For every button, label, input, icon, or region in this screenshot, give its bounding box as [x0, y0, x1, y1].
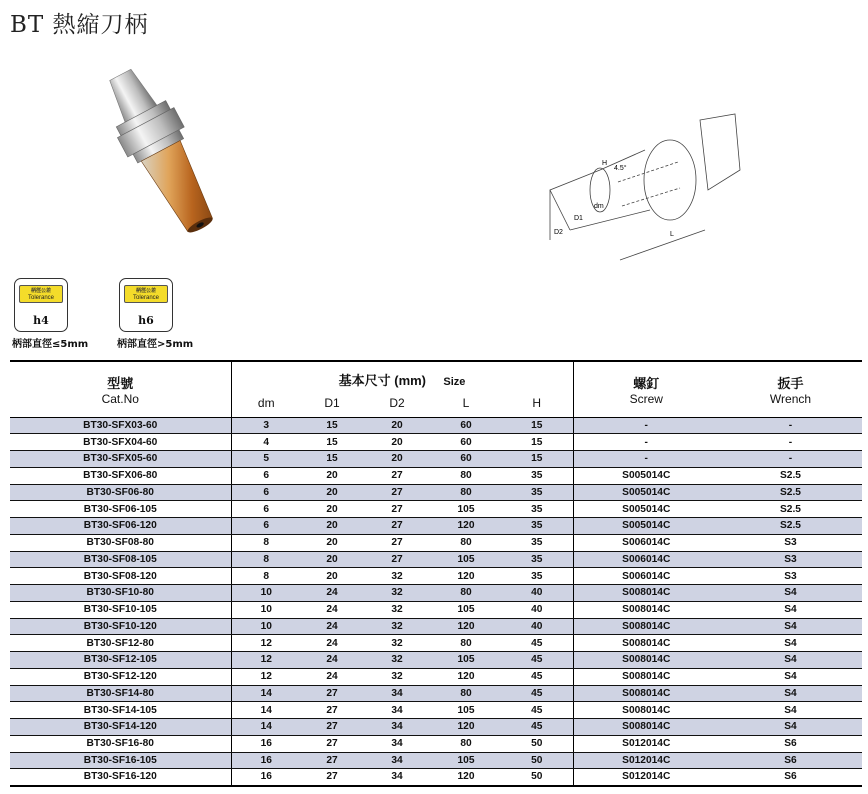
cell-d2: 34 [363, 735, 431, 752]
cell-catno: BT30-SFX05-60 [10, 451, 231, 468]
cell-dm: 6 [231, 501, 301, 518]
cell-d2: 32 [363, 568, 431, 585]
cell-d2: 27 [363, 484, 431, 501]
cell-l: 60 [431, 451, 501, 468]
cell-dm: 5 [231, 451, 301, 468]
cell-dm: 14 [231, 685, 301, 702]
cell-d1: 20 [301, 518, 363, 535]
cell-h: 35 [501, 484, 573, 501]
cell-d1: 27 [301, 769, 363, 786]
cell-dm: 6 [231, 484, 301, 501]
cell-wrench: S2.5 [719, 484, 862, 501]
tolerance-plate [124, 285, 168, 303]
table-row [10, 769, 862, 786]
table-row [10, 752, 862, 769]
cell-wrench: S4 [719, 652, 862, 669]
header-screw: 螺釘 Screw [573, 361, 719, 417]
cell-dm: 8 [231, 551, 301, 568]
cell-catno: BT30-SF08-120 [10, 568, 231, 585]
cell-d1: 27 [301, 685, 363, 702]
cell-wrench: - [719, 434, 862, 451]
cell-h: 35 [501, 518, 573, 535]
cell-catno: BT30-SF06-80 [10, 484, 231, 501]
diagram-label-d2: D2 [554, 229, 563, 236]
cell-d1: 24 [301, 618, 363, 635]
cell-l: 80 [431, 534, 501, 551]
cell-screw: S005014C [573, 518, 719, 535]
cell-dm: 16 [231, 752, 301, 769]
cell-wrench: S4 [719, 685, 862, 702]
cell-screw: - [573, 451, 719, 468]
cell-wrench: S4 [719, 601, 862, 618]
cell-l: 105 [431, 702, 501, 719]
tolerance-grade: h4 [33, 314, 49, 327]
cell-dm: 10 [231, 601, 301, 618]
cell-screw: S008014C [573, 668, 719, 685]
cell-screw: S006014C [573, 534, 719, 551]
cell-dm: 12 [231, 668, 301, 685]
cell-h: 35 [501, 501, 573, 518]
cell-screw: S008014C [573, 585, 719, 602]
cell-d2: 32 [363, 668, 431, 685]
cell-d2: 27 [363, 534, 431, 551]
table-row [10, 618, 862, 635]
cell-wrench: - [719, 451, 862, 468]
cell-d2: 27 [363, 467, 431, 484]
table-row [10, 451, 862, 468]
cell-wrench: S2.5 [719, 518, 862, 535]
cell-dm: 6 [231, 467, 301, 484]
header-wrench: 扳手 Wrench [719, 361, 862, 417]
cell-l: 105 [431, 551, 501, 568]
cell-screw: S008014C [573, 652, 719, 669]
cell-l: 105 [431, 501, 501, 518]
cell-d1: 20 [301, 568, 363, 585]
cell-h: 50 [501, 752, 573, 769]
cell-catno: BT30-SF08-80 [10, 534, 231, 551]
cell-d1: 15 [301, 434, 363, 451]
cell-catno: BT30-SF12-105 [10, 652, 231, 669]
table-row [10, 601, 862, 618]
cell-d2: 32 [363, 601, 431, 618]
cell-d2: 34 [363, 752, 431, 769]
cell-catno: BT30-SFX03-60 [10, 417, 231, 434]
cell-l: 80 [431, 467, 501, 484]
cell-screw: - [573, 434, 719, 451]
cell-screw: S006014C [573, 551, 719, 568]
cell-dm: 8 [231, 534, 301, 551]
table-row [10, 685, 862, 702]
cell-h: 45 [501, 719, 573, 736]
cell-catno: BT30-SF16-105 [10, 752, 231, 769]
cell-l: 80 [431, 585, 501, 602]
table-row [10, 518, 862, 535]
tolerance-plate-subtitle: Tolerance [27, 295, 54, 301]
spec-table-body [10, 417, 862, 786]
cell-h: 15 [501, 451, 573, 468]
cell-d1: 24 [301, 652, 363, 669]
cell-screw: S008014C [573, 719, 719, 736]
cell-dm: 12 [231, 652, 301, 669]
header-size: 基本尺寸 (mm) Size [231, 361, 573, 389]
cell-d1: 24 [301, 585, 363, 602]
tool-holder-photo [70, 52, 270, 242]
cell-wrench: S4 [719, 618, 862, 635]
cell-h: 15 [501, 417, 573, 434]
cell-wrench: S3 [719, 534, 862, 551]
cell-d2: 32 [363, 652, 431, 669]
cell-catno: BT30-SF14-105 [10, 702, 231, 719]
cell-l: 105 [431, 601, 501, 618]
table-row [10, 702, 862, 719]
cell-d1: 15 [301, 417, 363, 434]
cell-screw: S008014C [573, 685, 719, 702]
diagram-label-angle: 4.5° [614, 165, 627, 172]
cell-d1: 24 [301, 668, 363, 685]
table-row [10, 434, 862, 451]
cell-wrench: S2.5 [719, 467, 862, 484]
cell-h: 35 [501, 551, 573, 568]
cell-catno: BT30-SF06-120 [10, 518, 231, 535]
tolerance-caption: 柄部直徑≤5mm [12, 339, 89, 350]
cell-screw: S005014C [573, 467, 719, 484]
cell-wrench: - [719, 417, 862, 434]
cell-l: 120 [431, 518, 501, 535]
cell-wrench: S3 [719, 568, 862, 585]
cell-h: 45 [501, 652, 573, 669]
cell-d1: 20 [301, 534, 363, 551]
cell-l: 60 [431, 417, 501, 434]
cell-catno: BT30-SF14-120 [10, 719, 231, 736]
cell-wrench: S4 [719, 719, 862, 736]
cell-catno: BT30-SF12-80 [10, 635, 231, 652]
cell-d2: 32 [363, 585, 431, 602]
cell-catno: BT30-SF16-80 [10, 735, 231, 752]
table-row [10, 719, 862, 736]
cell-h: 40 [501, 585, 573, 602]
table-row [10, 652, 862, 669]
cell-h: 50 [501, 735, 573, 752]
cell-wrench: S6 [719, 752, 862, 769]
cell-d2: 27 [363, 501, 431, 518]
cell-d2: 20 [363, 451, 431, 468]
cell-screw: - [573, 417, 719, 434]
cell-wrench: S4 [719, 668, 862, 685]
cell-catno: BT30-SF16-120 [10, 769, 231, 786]
cell-dm: 14 [231, 702, 301, 719]
header-h: H [501, 389, 573, 417]
cell-h: 45 [501, 668, 573, 685]
tolerance-plate [19, 285, 63, 303]
cell-l: 120 [431, 668, 501, 685]
cell-h: 45 [501, 635, 573, 652]
table-row [10, 735, 862, 752]
cell-h: 50 [501, 769, 573, 786]
diagram-label-dm: dm [594, 203, 604, 210]
cell-catno: BT30-SF10-80 [10, 585, 231, 602]
cell-d2: 20 [363, 417, 431, 434]
cell-catno: BT30-SF08-105 [10, 551, 231, 568]
cell-d2: 34 [363, 769, 431, 786]
cell-dm: 4 [231, 434, 301, 451]
cell-wrench: S2.5 [719, 501, 862, 518]
table-row [10, 534, 862, 551]
tolerance-caption: 柄部直徑>5mm [117, 339, 194, 350]
cell-catno: BT30-SFX06-80 [10, 467, 231, 484]
cell-d2: 20 [363, 434, 431, 451]
cell-d2: 34 [363, 702, 431, 719]
table-row [10, 467, 862, 484]
cell-screw: S012014C [573, 735, 719, 752]
cell-l: 105 [431, 752, 501, 769]
cell-d2: 27 [363, 518, 431, 535]
cell-d1: 24 [301, 635, 363, 652]
cell-catno: BT30-SF10-105 [10, 601, 231, 618]
cell-screw: S008014C [573, 601, 719, 618]
page-title: BT 熱縮刀柄 [10, 12, 149, 38]
header-catno: 型號 Cat.No [10, 361, 231, 417]
cell-wrench: S4 [719, 702, 862, 719]
table-row [10, 668, 862, 685]
diagram-label-d1: D1 [574, 215, 583, 222]
table-row [10, 568, 862, 585]
tolerance-badge-h6 [119, 278, 173, 332]
cell-screw: S008014C [573, 618, 719, 635]
cell-dm: 10 [231, 585, 301, 602]
cell-h: 15 [501, 434, 573, 451]
cell-l: 120 [431, 769, 501, 786]
dimension-diagram [530, 110, 755, 270]
cell-h: 40 [501, 618, 573, 635]
cell-h: 35 [501, 467, 573, 484]
cell-wrench: S6 [719, 769, 862, 786]
cell-d2: 34 [363, 719, 431, 736]
table-row [10, 484, 862, 501]
tolerance-plate-title: 柄徑公差 [30, 288, 51, 294]
cell-catno: BT30-SF10-120 [10, 618, 231, 635]
cell-catno: BT30-SF14-80 [10, 685, 231, 702]
cell-screw: S005014C [573, 501, 719, 518]
cell-dm: 16 [231, 735, 301, 752]
cell-wrench: S6 [719, 735, 862, 752]
cell-wrench: S4 [719, 585, 862, 602]
cell-d2: 34 [363, 685, 431, 702]
cell-l: 80 [431, 635, 501, 652]
cell-screw: S005014C [573, 484, 719, 501]
cell-dm: 10 [231, 618, 301, 635]
table-row [10, 551, 862, 568]
cell-screw: S012014C [573, 752, 719, 769]
cell-dm: 3 [231, 417, 301, 434]
cell-d1: 27 [301, 719, 363, 736]
cell-h: 45 [501, 685, 573, 702]
cell-catno: BT30-SF12-120 [10, 668, 231, 685]
cell-d1: 20 [301, 501, 363, 518]
tolerance-plate-subtitle: Tolerance [132, 295, 159, 301]
cell-catno: BT30-SFX04-60 [10, 434, 231, 451]
tolerance-grade: h6 [138, 314, 154, 327]
cell-l: 80 [431, 484, 501, 501]
diagram-label-h: H [602, 160, 608, 167]
cell-h: 35 [501, 534, 573, 551]
cell-dm: 6 [231, 518, 301, 535]
cell-l: 80 [431, 685, 501, 702]
cell-d1: 27 [301, 702, 363, 719]
cell-d1: 20 [301, 484, 363, 501]
cell-wrench: S3 [719, 551, 862, 568]
cell-h: 35 [501, 568, 573, 585]
table-row [10, 585, 862, 602]
table-row [10, 635, 862, 652]
cell-l: 120 [431, 618, 501, 635]
cell-l: 80 [431, 735, 501, 752]
cell-d1: 20 [301, 467, 363, 484]
cell-l: 120 [431, 719, 501, 736]
cell-dm: 12 [231, 635, 301, 652]
diagram-label-l: L [670, 231, 674, 238]
cell-l: 60 [431, 434, 501, 451]
cell-screw: S008014C [573, 702, 719, 719]
cell-d2: 32 [363, 618, 431, 635]
cell-d1: 24 [301, 601, 363, 618]
cell-l: 120 [431, 568, 501, 585]
cell-d1: 27 [301, 752, 363, 769]
cell-d1: 20 [301, 551, 363, 568]
header-dm: dm [231, 389, 301, 417]
cell-d1: 27 [301, 735, 363, 752]
cell-d1: 15 [301, 451, 363, 468]
cell-dm: 8 [231, 568, 301, 585]
cell-dm: 14 [231, 719, 301, 736]
cell-h: 40 [501, 601, 573, 618]
cell-screw: S012014C [573, 769, 719, 786]
table-row [10, 417, 862, 434]
cell-screw: S006014C [573, 568, 719, 585]
table-row [10, 501, 862, 518]
cell-screw: S008014C [573, 635, 719, 652]
cell-d2: 27 [363, 551, 431, 568]
cell-l: 105 [431, 652, 501, 669]
tolerance-plate-title: 柄徑公差 [135, 288, 156, 294]
header-d1: D1 [301, 389, 363, 417]
header-d2: D2 [363, 389, 431, 417]
cell-wrench: S4 [719, 635, 862, 652]
spec-table [10, 360, 862, 787]
cell-catno: BT30-SF06-105 [10, 501, 231, 518]
cell-d2: 32 [363, 635, 431, 652]
cell-dm: 16 [231, 769, 301, 786]
header-l: L [431, 389, 501, 417]
tolerance-badge-h4 [14, 278, 68, 332]
cell-h: 45 [501, 702, 573, 719]
